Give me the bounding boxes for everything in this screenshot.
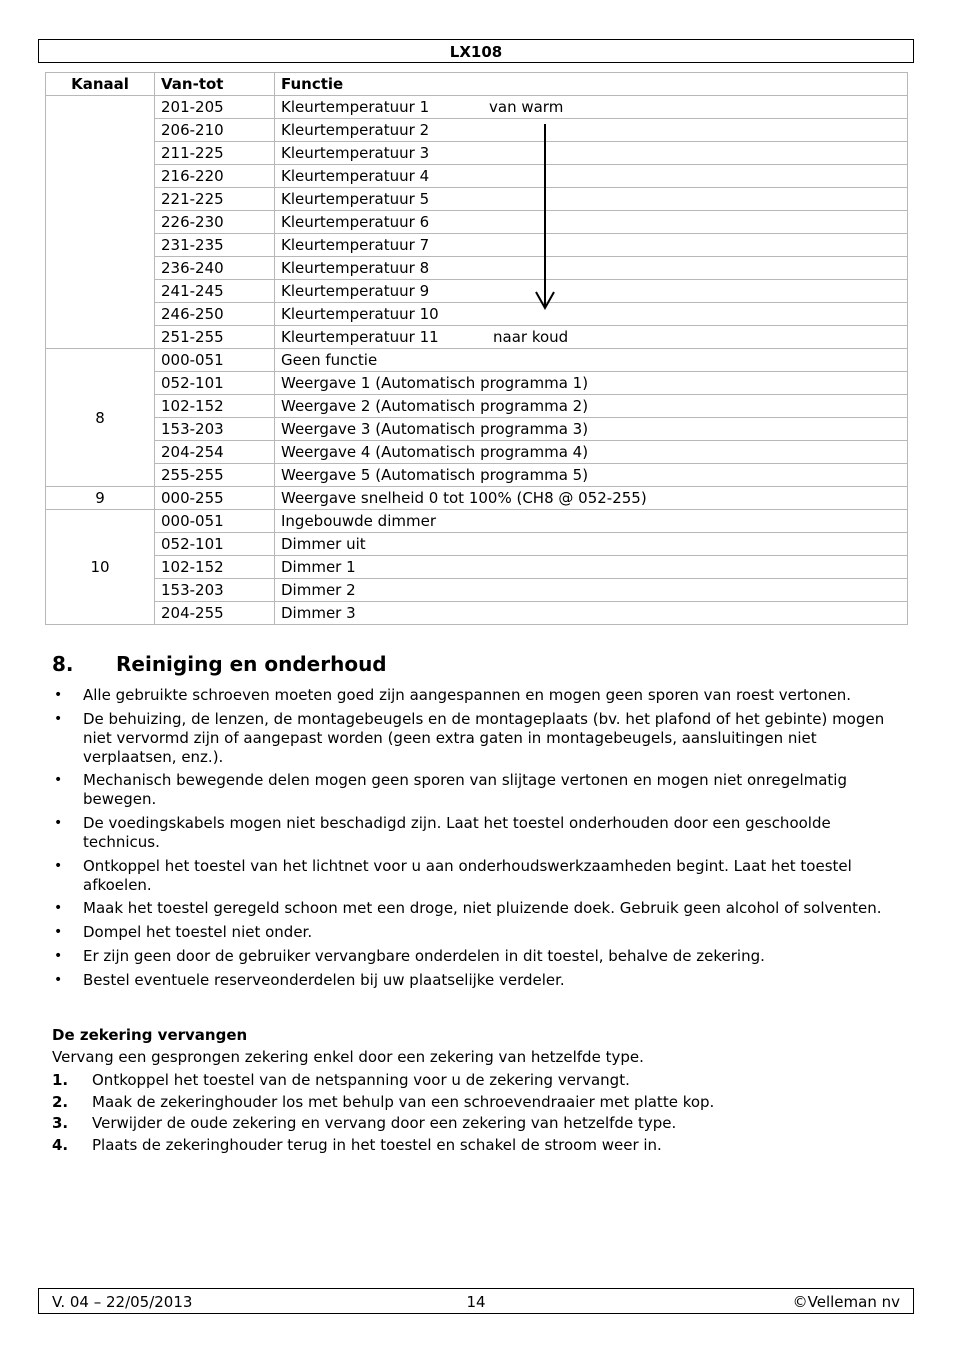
table-row	[46, 464, 908, 487]
step-item	[52, 1113, 714, 1135]
range-cell: 211-225	[155, 142, 275, 165]
range-cell: 216-220	[155, 165, 275, 188]
list-item-text: Maak het toestel geregeld schoon met een droge, niet pluizende doek. Gebruik geen alcohol of solventen.	[83, 899, 882, 918]
function-label: Kleurtemperatuur 9	[281, 282, 430, 300]
function-cell	[275, 579, 908, 602]
bullet-icon: •	[54, 900, 63, 917]
list-item	[52, 710, 908, 767]
list-item-text: Bestel eventuele reserveonderdelen bij uw plaatselijke verdeler.	[83, 970, 565, 989]
kanaal-cell: 8	[46, 349, 155, 487]
function-cell	[275, 602, 908, 625]
function-cell	[275, 257, 908, 280]
function-label: Kleurtemperatuur 5	[281, 190, 430, 208]
bullet-icon: •	[54, 687, 63, 703]
range-cell: 231-235	[155, 234, 275, 257]
range-cell: 000-051	[155, 349, 275, 372]
function-label: Geen functie	[281, 351, 378, 369]
table-row	[46, 119, 908, 142]
function-label: Kleurtemperatuur 8	[281, 259, 430, 277]
table-row	[46, 602, 908, 625]
range-cell: 204-255	[155, 602, 275, 625]
range-cell: 246-250	[155, 303, 275, 326]
function-cell	[275, 211, 908, 234]
function-label: Dimmer 1	[281, 558, 356, 576]
bullet-icon: •	[54, 772, 63, 789]
step-number: 1.	[52, 1071, 69, 1089]
page-header-model: LX108	[38, 39, 914, 63]
note-cold: naar koud	[493, 328, 569, 346]
range-cell: 153-203	[155, 579, 275, 602]
function-cell	[275, 510, 908, 533]
range-cell: 241-245	[155, 280, 275, 303]
function-cell	[275, 280, 908, 303]
function-label: Kleurtemperatuur 11	[281, 328, 439, 346]
range-cell: 206-210	[155, 119, 275, 142]
function-cell	[275, 349, 908, 372]
warm-to-cold-arrow-icon	[534, 124, 556, 310]
function-label: Kleurtemperatuur 2	[281, 121, 430, 139]
bullet-icon: •	[54, 857, 63, 874]
step-text: Ontkoppel het toestel van de netspanning voor u de zekering vervangt.	[92, 1071, 630, 1089]
table-row	[46, 142, 908, 165]
list-item-text: De voedingskabels mogen niet beschadigd zijn. Laat het toestel onderhouden door een geschoolde technicus.	[83, 814, 831, 852]
function-cell	[275, 165, 908, 188]
kanaal-cell	[46, 96, 155, 349]
step-text: Plaats de zekeringhouder terug in het toestel en schakel de stroom weer in.	[92, 1135, 662, 1154]
list-item	[52, 857, 908, 895]
function-label: Kleurtemperatuur 7	[281, 236, 430, 254]
step-text: Maak de zekeringhouder los met behulp van een schroevendraaier met platte kop.	[92, 1092, 715, 1111]
step-item	[52, 1135, 714, 1157]
table-row	[46, 372, 908, 395]
table-header-row	[46, 73, 908, 96]
kanaal-cell: 10	[46, 510, 155, 625]
section-heading	[52, 651, 387, 677]
list-item	[52, 923, 908, 942]
list-item	[52, 686, 908, 705]
function-label: Weergave snelheid 0 tot 100% (CH8 @ 052-255)	[281, 489, 647, 507]
range-cell: 255-255	[155, 464, 275, 487]
table-row	[46, 510, 908, 533]
range-cell: 251-255	[155, 326, 275, 349]
header-van-tot: Van-tot	[155, 73, 275, 96]
function-label: Kleurtemperatuur 1	[281, 98, 430, 116]
function-cell	[275, 188, 908, 211]
function-label: Weergave 2 (Automatisch programma 2)	[281, 397, 589, 415]
range-cell: 221-225	[155, 188, 275, 211]
page-footer	[38, 1288, 914, 1314]
function-label: Dimmer 2	[281, 581, 356, 599]
list-item	[52, 971, 908, 990]
list-item	[52, 771, 908, 809]
function-cell	[275, 326, 908, 349]
header-functie: Functie	[275, 73, 908, 96]
range-cell: 052-101	[155, 372, 275, 395]
table-row	[46, 280, 908, 303]
range-cell: 226-230	[155, 211, 275, 234]
function-label: Weergave 1 (Automatisch programma 1)	[281, 374, 589, 392]
range-cell: 204-254	[155, 441, 275, 464]
table-row	[46, 303, 908, 326]
section-title: Reiniging en onderhoud	[116, 652, 387, 676]
table-row	[46, 188, 908, 211]
table-row	[46, 441, 908, 464]
footer-page-number: 14	[466, 1293, 486, 1311]
range-cell: 102-152	[155, 556, 275, 579]
step-item	[52, 1092, 714, 1114]
table-row	[46, 487, 908, 510]
step-number: 4.	[52, 1135, 69, 1154]
fuse-steps-list	[52, 1070, 714, 1156]
function-cell	[275, 556, 908, 579]
table-row	[46, 234, 908, 257]
function-cell	[275, 533, 908, 556]
dmx-channel-table	[45, 72, 908, 625]
function-cell	[275, 96, 908, 119]
function-cell	[275, 234, 908, 257]
table-row	[46, 165, 908, 188]
function-cell	[275, 464, 908, 487]
range-cell: 236-240	[155, 257, 275, 280]
list-item	[52, 899, 908, 918]
function-label: Kleurtemperatuur 10	[281, 305, 439, 323]
function-label: Weergave 4 (Automatisch programma 4)	[281, 443, 589, 461]
bullet-icon: •	[54, 971, 63, 988]
step-item	[52, 1070, 714, 1092]
function-cell	[275, 119, 908, 142]
function-cell	[275, 487, 908, 510]
function-label: Kleurtemperatuur 4	[281, 167, 430, 185]
range-cell: 201-205	[155, 96, 275, 119]
function-label: Dimmer 3	[281, 604, 356, 622]
range-cell: 153-203	[155, 418, 275, 441]
range-cell: 000-051	[155, 510, 275, 533]
maintenance-list	[52, 686, 908, 994]
range-cell: 102-152	[155, 395, 275, 418]
table-row	[46, 326, 908, 349]
table-row	[46, 395, 908, 418]
function-label: Ingebouwde dimmer	[281, 512, 436, 530]
table-row	[46, 579, 908, 602]
header-kanaal: Kanaal	[46, 73, 155, 96]
function-cell	[275, 441, 908, 464]
table-row	[46, 418, 908, 441]
function-cell	[275, 303, 908, 326]
list-item	[52, 947, 908, 966]
fuse-intro: Vervang een gesprongen zekering enkel door een zekering van hetzelfde type.	[52, 1048, 644, 1066]
table-row	[46, 533, 908, 556]
table-row	[46, 257, 908, 280]
list-item-text: Mechanisch bewegende delen mogen geen sporen van slijtage vertonen en mogen niet onregelmatig bewegen.	[83, 771, 847, 809]
section-number: 8.	[52, 652, 74, 676]
function-label: Dimmer uit	[281, 535, 366, 553]
function-label: Kleurtemperatuur 3	[281, 144, 430, 162]
table-row	[46, 211, 908, 234]
bullet-icon: •	[54, 947, 63, 964]
function-label: Weergave 3 (Automatisch programma 3)	[281, 420, 589, 438]
bullet-icon: •	[54, 710, 63, 727]
list-item-text: Ontkoppel het toestel van het lichtnet voor u aan onderhoudswerkzaamheden begint. Laat het toestel afkoelen.	[83, 856, 852, 894]
step-text: Verwijder de oude zekering en vervang door een zekering van hetzelfde type.	[92, 1114, 677, 1132]
list-item	[52, 814, 908, 852]
footer-version: V. 04 – 22/05/2013	[52, 1293, 193, 1311]
step-number: 3.	[52, 1114, 69, 1132]
bullet-icon: •	[54, 924, 63, 941]
table-row	[46, 349, 908, 372]
list-item-text: Dompel het toestel niet onder.	[83, 923, 313, 942]
function-label: Weergave 5 (Automatisch programma 5)	[281, 466, 589, 484]
range-cell: 052-101	[155, 533, 275, 556]
list-item-text: Er zijn geen door de gebruiker vervangbare onderdelen in dit toestel, behalve de zekering.	[83, 946, 765, 965]
table-row	[46, 556, 908, 579]
kanaal-cell: 9	[46, 487, 155, 510]
bullet-icon: •	[54, 815, 63, 832]
footer-copyright: ©Velleman nv	[792, 1293, 900, 1311]
list-item-text: De behuizing, de lenzen, de montagebeugels en de montageplaats (bv. het plafond of het gebinte) mogen niet vervormd zijn of aangepast worden (geen extra gaten in montagebeugels, aansluitingen niet verplaatsen, enz.).	[83, 709, 885, 766]
fuse-subheading: De zekering vervangen	[52, 1026, 248, 1044]
function-label: Kleurtemperatuur 6	[281, 213, 430, 231]
function-cell	[275, 418, 908, 441]
function-cell	[275, 142, 908, 165]
list-item-text: Alle gebruikte schroeven moeten goed zijn aangespannen en mogen geen sporen van roest vertonen.	[83, 686, 852, 704]
step-number: 2.	[52, 1092, 69, 1111]
function-cell	[275, 395, 908, 418]
table-row	[46, 96, 908, 119]
note-warm: van warm	[489, 98, 564, 116]
range-cell: 000-255	[155, 487, 275, 510]
function-cell	[275, 372, 908, 395]
